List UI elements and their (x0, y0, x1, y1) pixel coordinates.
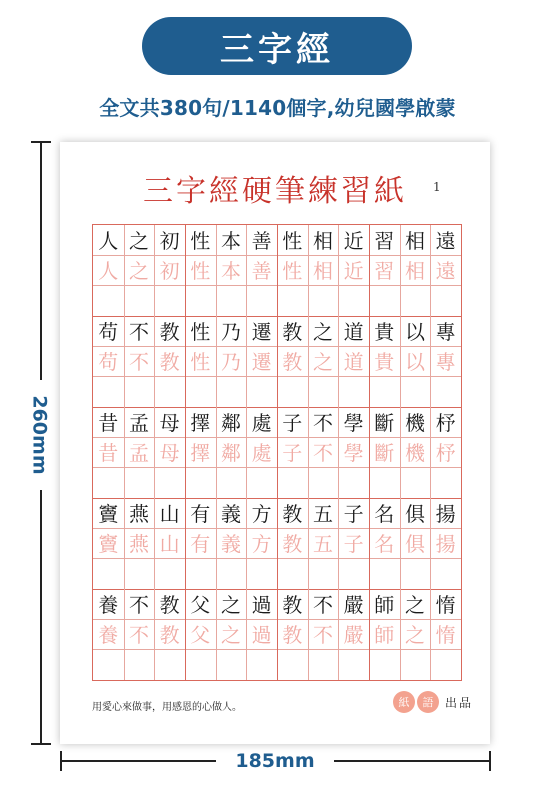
trace-character: 父 (190, 623, 211, 647)
trace-character: 竇 (98, 532, 119, 556)
practice-grid (92, 224, 462, 681)
trace-character: 有 (190, 532, 211, 556)
trace-character: 性 (282, 259, 303, 283)
trace-character: 習 (374, 259, 395, 283)
trace-character: 學 (343, 441, 364, 465)
model-character: 相 (404, 229, 425, 253)
model-character: 教 (282, 593, 303, 617)
model-character: 相 (312, 229, 333, 253)
trace-character: 教 (282, 623, 303, 647)
dimension-cap (60, 751, 62, 771)
model-character: 不 (312, 593, 333, 617)
trace-character: 貴 (374, 350, 395, 374)
trace-character: 不 (128, 623, 149, 647)
trace-character: 近 (343, 259, 364, 283)
brand-seal-icon: 紙 (393, 691, 415, 713)
trace-character: 嚴 (343, 623, 364, 647)
model-character: 性 (282, 229, 303, 253)
model-character: 名 (374, 502, 395, 526)
model-character: 子 (282, 411, 303, 435)
trace-character: 道 (343, 350, 364, 374)
model-character: 母 (159, 411, 180, 435)
trace-character: 人 (98, 259, 119, 283)
model-character: 斷 (374, 411, 395, 435)
model-character: 五 (312, 502, 333, 526)
width-dimension-label: 185mm (216, 746, 334, 776)
model-character: 教 (159, 593, 180, 617)
trace-character: 名 (374, 532, 395, 556)
model-character: 機 (404, 411, 425, 435)
brand-tag: 出品 (445, 695, 474, 710)
model-character: 惰 (435, 593, 456, 617)
page-number: 1 (433, 180, 441, 194)
model-character: 專 (435, 320, 456, 344)
model-character: 師 (374, 593, 395, 617)
subtitle: 全文共380句/1140個字,幼兒國學啟蒙 (99, 96, 456, 120)
dimension-cap (31, 141, 51, 143)
model-character: 乃 (220, 320, 241, 344)
model-character: 貴 (374, 320, 395, 344)
model-character: 不 (128, 593, 149, 617)
trace-character: 揚 (435, 532, 456, 556)
trace-character: 子 (282, 441, 303, 465)
model-character: 竇 (98, 502, 119, 526)
verse-block (93, 498, 461, 589)
model-character: 昔 (98, 411, 119, 435)
model-character: 學 (343, 411, 364, 435)
model-character: 遠 (435, 229, 456, 253)
trace-character: 處 (251, 441, 272, 465)
trace-character: 師 (374, 623, 395, 647)
model-character: 性 (190, 320, 211, 344)
trace-character: 善 (251, 259, 272, 283)
trace-character: 以 (404, 350, 425, 374)
trace-character: 養 (98, 623, 119, 647)
brand-seal-icon: 語 (417, 691, 439, 713)
model-character: 孟 (128, 411, 149, 435)
trace-character: 惰 (435, 623, 456, 647)
dimension-cap (489, 751, 491, 771)
model-character: 之 (404, 593, 425, 617)
trace-character: 不 (128, 350, 149, 374)
model-character: 性 (190, 229, 211, 253)
sheet-title: 三字經硬筆練習紙 (143, 174, 407, 209)
model-character: 習 (374, 229, 395, 253)
practice-sheet (60, 142, 490, 744)
trace-character: 專 (435, 350, 456, 374)
trace-character: 性 (190, 350, 211, 374)
trace-character: 之 (220, 623, 241, 647)
model-character: 近 (343, 229, 364, 253)
model-character: 鄰 (220, 411, 241, 435)
verse-block (93, 225, 461, 316)
trace-character: 之 (128, 259, 149, 283)
footer-quote: 用愛心來做事，用感恩的心做人。 (92, 702, 242, 713)
trace-character: 母 (159, 441, 180, 465)
trace-character: 俱 (404, 532, 425, 556)
model-character: 山 (159, 502, 180, 526)
model-character: 之 (312, 320, 333, 344)
trace-character: 之 (312, 350, 333, 374)
trace-character: 教 (282, 350, 303, 374)
model-character: 俱 (404, 502, 425, 526)
trace-character: 相 (312, 259, 333, 283)
trace-character: 鄰 (220, 441, 241, 465)
trace-character: 義 (220, 532, 241, 556)
brand-mark (393, 691, 473, 713)
model-character: 善 (251, 229, 272, 253)
trace-character: 性 (190, 259, 211, 283)
model-character: 揚 (435, 502, 456, 526)
model-character: 過 (251, 593, 272, 617)
title-badge: 三字經 (142, 17, 412, 75)
trace-character: 教 (159, 623, 180, 647)
trace-character: 子 (343, 532, 364, 556)
trace-character: 機 (404, 441, 425, 465)
trace-character: 教 (282, 532, 303, 556)
trace-character: 本 (220, 259, 241, 283)
model-character: 苟 (98, 320, 119, 344)
trace-character: 不 (312, 441, 333, 465)
trace-character: 不 (312, 623, 333, 647)
height-dimension-label: 260mm (29, 395, 52, 475)
model-character: 燕 (128, 502, 149, 526)
model-character: 有 (190, 502, 211, 526)
trace-character: 之 (404, 623, 425, 647)
trace-character: 燕 (128, 532, 149, 556)
trace-character: 過 (251, 623, 272, 647)
trace-character: 相 (404, 259, 425, 283)
trace-character: 苟 (98, 350, 119, 374)
verse-block (93, 589, 461, 680)
model-character: 之 (128, 229, 149, 253)
model-character: 本 (220, 229, 241, 253)
model-character: 方 (251, 502, 272, 526)
trace-character: 方 (251, 532, 272, 556)
trace-character: 昔 (98, 441, 119, 465)
model-character: 養 (98, 593, 119, 617)
model-character: 子 (343, 502, 364, 526)
model-character: 教 (159, 320, 180, 344)
trace-character: 遠 (435, 259, 456, 283)
height-dimension-label-box (20, 380, 60, 490)
model-character: 杼 (435, 411, 456, 435)
model-character: 遷 (251, 320, 272, 344)
model-character: 之 (220, 593, 241, 617)
verse-block (93, 316, 461, 407)
trace-character: 教 (159, 350, 180, 374)
model-character: 不 (312, 411, 333, 435)
model-character: 嚴 (343, 593, 364, 617)
trace-character: 孟 (128, 441, 149, 465)
model-character: 以 (404, 320, 425, 344)
trace-character: 山 (159, 532, 180, 556)
trace-character: 擇 (190, 441, 211, 465)
model-character: 擇 (190, 411, 211, 435)
model-character: 父 (190, 593, 211, 617)
model-character: 義 (220, 502, 241, 526)
trace-character: 遷 (251, 350, 272, 374)
trace-character: 五 (312, 532, 333, 556)
trace-character: 初 (159, 259, 180, 283)
model-character: 道 (343, 320, 364, 344)
model-character: 不 (128, 320, 149, 344)
model-character: 初 (159, 229, 180, 253)
trace-character: 乃 (220, 350, 241, 374)
model-character: 教 (282, 320, 303, 344)
trace-character: 杼 (435, 441, 456, 465)
model-character: 處 (251, 411, 272, 435)
trace-character: 斷 (374, 441, 395, 465)
model-character: 教 (282, 502, 303, 526)
verse-block (93, 407, 461, 498)
dimension-cap (31, 743, 51, 745)
model-character: 人 (98, 229, 119, 253)
